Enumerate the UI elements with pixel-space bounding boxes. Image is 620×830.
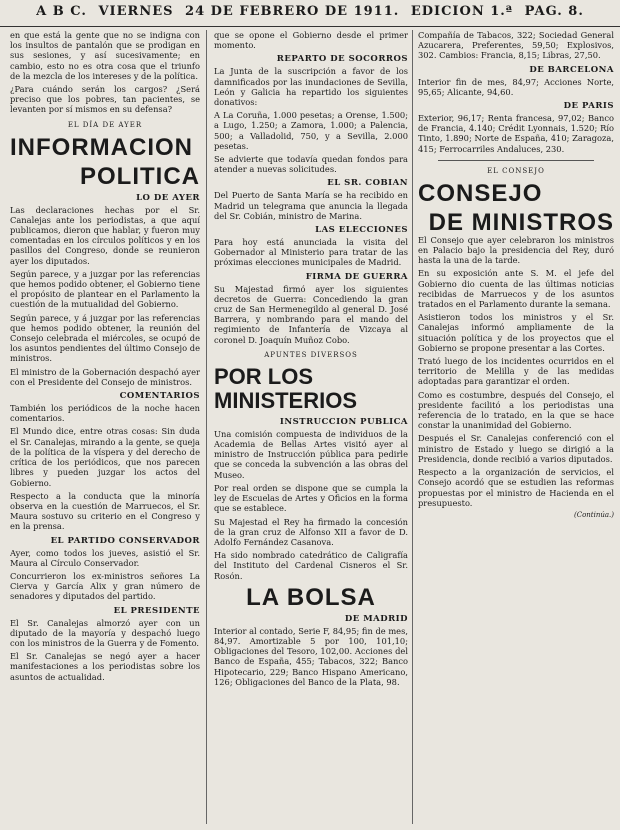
headline-consejo: CONSEJO <box>418 179 543 207</box>
paragraph: Su Majestad el Rey ha firmado la concesión de la gran cruz de Alfonso XII a favor de D. Adolfo Fernández Casanova. <box>214 516 408 547</box>
subheading: DE PARIS <box>563 101 614 112</box>
continued-note: (Continúa.) <box>573 510 614 519</box>
headline-ministerios: POR LOS MINISTERIOS <box>214 363 358 413</box>
paragraph: Según parece, y a juzgar por las referencias que hemos podido obtener, el Gobierno tiene el propósito de plantear en el Parlamento la cuestión de la mutualidad del Gobierno. <box>10 268 200 310</box>
headline-bolsa: LA BOLSA <box>246 583 376 611</box>
paragraph: El Consejo que ayer celebraron los ministros en Palacio bajo la presidencia del Rey, duró hasta la una de la tarde. <box>418 234 614 266</box>
paper-name: A B C. <box>36 4 87 19</box>
paragraph: Por real orden se dispone que se cumpla la ley de Escuelas de Artes y Oficios en la forma que se establece. <box>214 482 408 514</box>
paragraph: Del Puerto de Santa María se ha recibido en Madrid un telegrama que anuncia la llegada del Sr. Cobián, ministro de Marina. <box>214 190 408 221</box>
paragraph: Para hoy está anunciada la visita del Gobernador al Ministerio para tratar de las próximas elecciones municipales de Madrid. <box>214 237 408 268</box>
paragraph: Trató luego de los incidentes ocurridos en el territorio de Melilla y de las medidas adoptadas para garantizar el orden. <box>418 356 614 387</box>
subheading: EL PARTIDO CONSERVADOR <box>50 535 200 546</box>
column-rule <box>412 30 413 824</box>
paragraph: en que está la gente que no se indigna con los insultos de pantalón que se prodigan en sus sesiones, y así sucesivamente; en cambio, esto no es otra cosa que el triunfo de la mezcla de los intereses y de la política. <box>10 30 200 81</box>
subheading: DE MADRID <box>344 613 408 624</box>
column-rule <box>206 30 207 824</box>
subheading: EL SR. COBIAN <box>327 178 408 189</box>
masthead-page: PAG. 8. <box>524 4 584 19</box>
paragraph: El Mundo dice, entre otras cosas: Sin duda el Sr. Canalejas, mirando a la gente, se queja de la política de la víspera y del derecho de crítica de los periódicos, que nos parecen libres y pueden juzgar los actos del Gobierno. <box>10 426 200 488</box>
paragraph: que se opone el Gobierno desde el primer momento. <box>214 30 408 51</box>
subheading: REPARTO DE SOCORROS <box>276 54 408 65</box>
headline-de-ministros: DE MINISTROS <box>428 208 614 236</box>
paragraph: Se advierte que todavía quedan fondos para atender a nuevas solicitudes. <box>214 154 408 175</box>
paragraph: La Junta de la suscripción a favor de los damnificados por las inundaciones de Sevilla, León y Galicia ha repartido los siguientes donativos: <box>214 66 408 108</box>
paragraph: Como es costumbre, después del Consejo, el presidente facilitó a los periodistas una referencia de lo tratado, en la que se hace constar la unanimidad del Gobierno. <box>418 389 614 431</box>
paragraph: El Sr. Canalejas se negó ayer a hacer manifestaciones a los periodistas sobre los asuntos de actualidad. <box>10 651 200 682</box>
divider <box>438 160 594 161</box>
paragraph: Respecto a la conducta que la minoría observa en la cuestión de Marruecos, el Sr. Maura sostuvo su criterio en el Congreso y en la prensa. <box>10 490 200 532</box>
section-kicker: APUNTES DIVERSOS <box>264 350 358 359</box>
paragraph: Interior al contado, Serie F, 84,95; fin de mes, 84,97. Amortizable 5 por 100, 101,10; Obligaciones del Tesoro, 102,00. Acciones del Banco de España, 455; Tabacos, 322; Banco Hipotecario, 229; Banco Hispano Americano, 126; Obligaciones del Banco de la Plata, 98. <box>214 625 408 687</box>
paragraph: Concurrieron los ex-ministros señores La Cierva y García Alix y gran número de senadores y diputados del partido. <box>10 570 200 602</box>
paragraph: Ha sido nombrado catedrático de Caligrafía del Instituto del Cardenal Cisneros el Sr. Rosón. <box>214 550 408 581</box>
paragraph: Las declaraciones hechas por el Sr. Canalejas ante los periodistas, a que aquí publicamos, dieron que hablar, y fueron muy comentadas en los círculos políticos y en los pasillos del Congreso, donde se reunieron ayer los diputados. <box>10 204 200 266</box>
paragraph: En su exposición ante S. M. el jefe del Gobierno dio cuenta de las últimas noticias recibidas de Marruecos y de los asuntos tratados en el Parlamento durante la semana. <box>418 268 614 310</box>
paragraph: Compañía de Tabacos, 322; Sociedad General Azucarera, Preferentes, 59,50; Explosivos, 302. Cambios: Francia, 8,15; Libras, 27,50. <box>418 30 614 61</box>
section-kicker: EL DÍA DE AYER <box>67 120 143 129</box>
subheading: COMENTARIOS <box>119 391 200 402</box>
headline-informacion: INFORMACION <box>10 133 193 161</box>
masthead-day: VIERNES <box>98 4 174 19</box>
paragraph: Respecto a la organización de servicios, el Consejo acordó que se estudien las reformas propuestas por el ministro de Hacienda en el presupuesto. <box>418 467 614 508</box>
subheading: FIRMA DE GUERRA <box>305 271 408 282</box>
column-3 <box>418 30 614 825</box>
paragraph: Exterior, 96,17; Renta francesa, 97,02; Banco de Francia, 4.140; Crédit Lyonnais, 1.520; Río Tinto, 1.890; Norte de España, 410; Zaragoza, 415; Ferrocarriles Andaluces, 230. <box>418 113 614 154</box>
column-1 <box>10 30 200 825</box>
paragraph: También los periódicos de la noche hacen comentarios. <box>10 403 200 424</box>
subheading: DE BARCELONA <box>529 64 614 75</box>
paragraph: Su Majestad firmó ayer los siguientes decretos de Guerra: Concediendo la gran cruz de San Hermenegildo al general D. José Barrera, y nombrando para el mando del regimiento de Infantería de Vizcaya al coronel D. Joaquín Muñoz Cobo. <box>214 283 408 345</box>
subheading: LO DE AYER <box>136 192 200 203</box>
paragraph: Una comisión compuesta de individuos de la Academia de Bellas Artes visitó ayer al ministro de Instrucción pública para pedirle que se conceda la subvención a las obras del Museo. <box>214 428 408 480</box>
masthead-date: 24 DE FEBRERO DE 1911. <box>185 4 400 19</box>
paragraph: El ministro de la Gobernación despachó ayer con el Presidente del Consejo de ministros. <box>10 366 200 387</box>
masthead <box>0 4 620 27</box>
paragraph: Según parece, y á juzgar por las referencias que hemos podido obtener, la reunión del Consejo celebrada el miércoles, se ocupó de los asuntos pendientes del último Consejo de ministros. <box>10 312 200 364</box>
paragraph: Después el Sr. Canalejas conferenció con el ministro de Estado y luego se dirigió a la Presidencia, donde recibió a varios diputados. <box>418 433 614 464</box>
paragraph: Interior fin de mes, 84,97; Acciones Norte, 95,65; Alicante, 94,60. <box>418 76 614 97</box>
paragraph: El Sr. Canalejas almorzó ayer con un diputado de la mayoría y despachó luego con los ministros de la Guerra y de Fomento. <box>10 617 200 648</box>
subheading: INSTRUCCION PUBLICA <box>279 416 408 427</box>
subheading: EL PRESIDENTE <box>113 605 200 616</box>
masthead-edition: EDICION 1.ª <box>410 4 514 19</box>
paragraph: Asistieron todos los ministros y el Sr. Canalejas informó ampliamente de la situación política y de los proyectos que el Gobierno se propone presentar a las Cortes. <box>418 312 614 353</box>
paragraph: A La Coruña, 1.000 pesetas; a Orense, 1.500; a Lugo, 1.250; a Zamora, 1.000; a Palencia, 500; a Valladolid, 750, y a Sevilla, 2.000 pesetas. <box>214 110 408 151</box>
paragraph: Ayer, como todos los jueves, asistió el Sr. Maura al Círculo Conservador. <box>10 547 200 568</box>
paragraph: ¿Para cuándo serán los cargos? ¿Será preciso que los pobres, tan pacientes, se levanten por sí mismos en su defensa? <box>10 84 200 115</box>
subheading: LAS ELECCIONES <box>315 225 408 236</box>
section-kicker: EL CONSEJO <box>487 166 545 175</box>
column-2 <box>214 30 408 825</box>
headline-politica: POLITICA <box>80 162 200 190</box>
